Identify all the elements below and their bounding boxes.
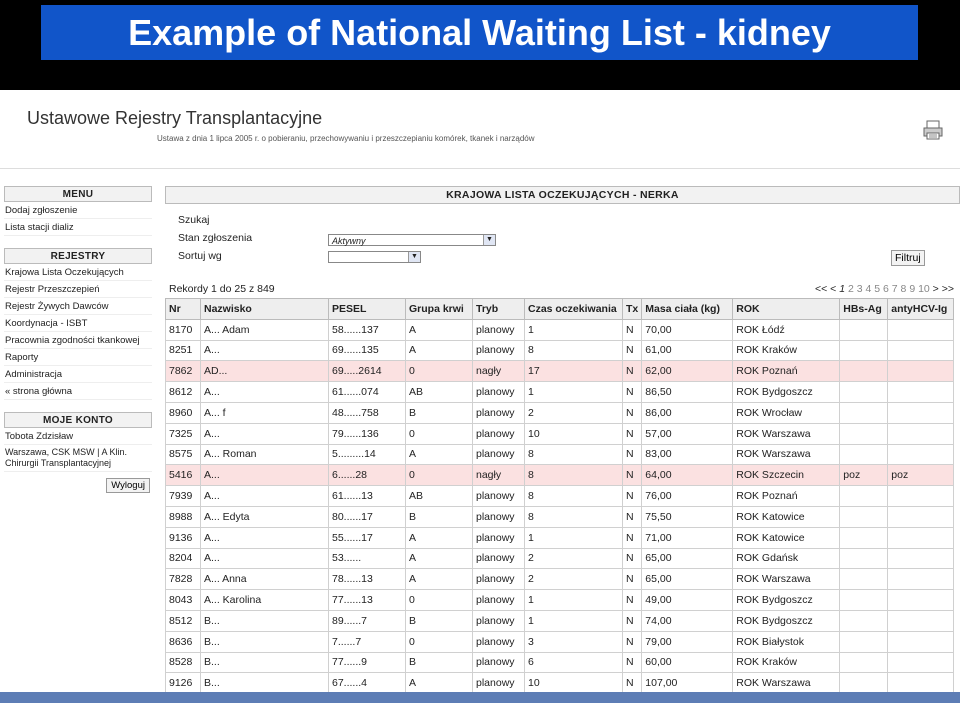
cell-mass: 107,00 — [642, 673, 733, 692]
table-row[interactable] — [166, 465, 954, 486]
cell-nr: 7939 — [166, 486, 201, 507]
cell-tx: N — [623, 486, 642, 507]
cell-tx: N — [623, 402, 642, 423]
cell-name: A... — [201, 486, 329, 507]
cell-pesel: 78......13 — [329, 569, 406, 590]
cell-pesel: 77......13 — [329, 590, 406, 611]
cell-hcv — [888, 402, 954, 423]
cell-name: A... — [201, 340, 329, 361]
cell-mode: planowy — [473, 319, 525, 340]
cell-mode: nagły — [473, 361, 525, 382]
cell-tx: N — [623, 631, 642, 652]
table-header-row — [166, 299, 954, 320]
cell-tx: N — [623, 465, 642, 486]
cell-nr: 8043 — [166, 590, 201, 611]
cell-mass: 86,50 — [642, 382, 733, 403]
cell-hbs — [840, 652, 888, 673]
cell-tx: N — [623, 673, 642, 692]
cell-blood: B — [406, 506, 473, 527]
app-page — [0, 90, 960, 692]
table-row[interactable] — [166, 340, 954, 361]
sort-select[interactable] — [328, 251, 421, 263]
cell-nr: 8512 — [166, 610, 201, 631]
table-row[interactable] — [166, 402, 954, 423]
cell-blood: B — [406, 610, 473, 631]
column-header[interactable]: Czas oczekiwania — [525, 299, 623, 320]
cell-hcv — [888, 486, 954, 507]
cell-nr: 8528 — [166, 652, 201, 673]
list-header: KRAJOWA LISTA OCZEKUJĄCYCH - NERKA — [165, 186, 960, 204]
status-label: Stan zgłoszenia — [178, 232, 253, 244]
cell-hbs — [840, 423, 888, 444]
cell-mass: 61,00 — [642, 340, 733, 361]
cell-hcv — [888, 652, 954, 673]
cell-blood: A — [406, 444, 473, 465]
chevron-down-icon: ▼ — [483, 235, 495, 245]
cell-rok: ROK Poznań — [733, 486, 840, 507]
account-name: Tobota Zdzisław — [4, 428, 152, 445]
cell-pesel: 55......17 — [329, 527, 406, 548]
cell-wait: 1 — [525, 382, 623, 403]
cell-name: B... — [201, 631, 329, 652]
menu-item-0[interactable]: Dodaj zgłoszenie — [4, 202, 152, 219]
search-label: Szukaj — [178, 214, 210, 226]
cell-nr: 7325 — [166, 423, 201, 444]
cell-rok: ROK Kraków — [733, 652, 840, 673]
account-org: Warszawa, CSK MSW | A Klin. Chirurgii Transplantacyjnej — [4, 445, 152, 472]
cell-nr: 5416 — [166, 465, 201, 486]
cell-tx: N — [623, 444, 642, 465]
cell-pesel: 80......17 — [329, 506, 406, 527]
column-header[interactable]: Tx — [623, 299, 642, 320]
cell-rok: ROK Bydgoszcz — [733, 382, 840, 403]
filter-button[interactable]: Filtruj — [891, 250, 925, 266]
cell-nr: 8251 — [166, 340, 201, 361]
cell-hbs — [840, 673, 888, 692]
app-subtitle: Ustawa z dnia 1 lipca 2005 r. o pobieraniu, przechowywaniu i przeszczepianiu komórek, tkanek i narządów — [157, 134, 535, 143]
cell-blood: 0 — [406, 361, 473, 382]
cell-mass: 64,00 — [642, 465, 733, 486]
register-item-2[interactable]: Rejestr Żywych Dawców — [4, 298, 152, 315]
cell-nr: 7862 — [166, 361, 201, 382]
cell-mass: 74,00 — [642, 610, 733, 631]
cell-hcv — [888, 631, 954, 652]
cell-rok: ROK Poznań — [733, 361, 840, 382]
cell-hcv — [888, 361, 954, 382]
cell-pesel: 69.....2614 — [329, 361, 406, 382]
cell-name: B... — [201, 610, 329, 631]
cell-blood: A — [406, 527, 473, 548]
register-item-0[interactable]: Krajowa Lista Oczekujących — [4, 264, 152, 281]
cell-pesel: 58......137 — [329, 319, 406, 340]
cell-wait: 2 — [525, 402, 623, 423]
table-row[interactable] — [166, 610, 954, 631]
cell-nr: 8170 — [166, 319, 201, 340]
cell-blood: AB — [406, 382, 473, 403]
cell-tx: N — [623, 569, 642, 590]
cell-pesel: 79......136 — [329, 423, 406, 444]
table-row[interactable] — [166, 590, 954, 611]
sidebar — [4, 186, 152, 493]
pager-next[interactable]: > >> — [932, 283, 954, 295]
cell-tx: N — [623, 340, 642, 361]
cell-mode: planowy — [473, 590, 525, 611]
pagination — [815, 283, 954, 295]
cell-rok: ROK Szczecin — [733, 465, 840, 486]
cell-pesel: 89......7 — [329, 610, 406, 631]
cell-nr: 8612 — [166, 382, 201, 403]
cell-hcv — [888, 423, 954, 444]
cell-nr: 8960 — [166, 402, 201, 423]
table-row[interactable] — [166, 506, 954, 527]
cell-mode: planowy — [473, 527, 525, 548]
cell-name: A... — [201, 423, 329, 444]
cell-pesel: 69......135 — [329, 340, 406, 361]
table-row[interactable] — [166, 486, 954, 507]
records-count: Rekordy 1 do 25 z 849 — [169, 283, 275, 295]
status-select-value: Aktywny — [332, 236, 366, 246]
cell-mode: nagły — [473, 465, 525, 486]
cell-pesel: 48......758 — [329, 402, 406, 423]
cell-hbs — [840, 319, 888, 340]
cell-mode: planowy — [473, 444, 525, 465]
cell-rok: ROK Białystok — [733, 631, 840, 652]
register-item-1[interactable]: Rejestr Przeszczepień — [4, 281, 152, 298]
cell-mode: planowy — [473, 610, 525, 631]
registers-title: REJESTRY — [4, 248, 152, 264]
cell-hbs: poz — [840, 465, 888, 486]
header-divider — [0, 168, 960, 169]
cell-mass: 49,00 — [642, 590, 733, 611]
cell-wait: 1 — [525, 590, 623, 611]
column-header[interactable]: Grupa krwi — [406, 299, 473, 320]
cell-blood: A — [406, 569, 473, 590]
cell-name: A... Edyta — [201, 506, 329, 527]
table-row[interactable] — [166, 548, 954, 569]
cell-blood: 0 — [406, 465, 473, 486]
cell-blood: A — [406, 340, 473, 361]
cell-mode: planowy — [473, 569, 525, 590]
cell-pesel: 67......4 — [329, 673, 406, 692]
cell-rok: ROK Warszawa — [733, 569, 840, 590]
cell-name: A... — [201, 465, 329, 486]
cell-nr: 8636 — [166, 631, 201, 652]
cell-hcv: poz — [888, 465, 954, 486]
cell-mode: planowy — [473, 402, 525, 423]
pager-prev[interactable]: << < — [815, 283, 837, 295]
cell-nr: 9126 — [166, 673, 201, 692]
cell-mass: 75,50 — [642, 506, 733, 527]
cell-rok: ROK Wrocław — [733, 402, 840, 423]
cell-name: B... — [201, 652, 329, 673]
cell-tx: N — [623, 652, 642, 673]
cell-wait: 10 — [525, 423, 623, 444]
cell-mass: 83,00 — [642, 444, 733, 465]
cell-rok: ROK Bydgoszcz — [733, 610, 840, 631]
cell-tx: N — [623, 319, 642, 340]
cell-hbs — [840, 548, 888, 569]
cell-name: A... Adam — [201, 319, 329, 340]
column-header[interactable]: Tryb — [473, 299, 525, 320]
cell-nr: 9136 — [166, 527, 201, 548]
cell-nr: 7828 — [166, 569, 201, 590]
table-row[interactable] — [166, 382, 954, 403]
cell-pesel: 5.........14 — [329, 444, 406, 465]
table-row[interactable] — [166, 631, 954, 652]
table-body — [166, 319, 954, 692]
column-header[interactable]: antyHCV-Ig — [888, 299, 954, 320]
cell-tx: N — [623, 506, 642, 527]
cell-mode: planowy — [473, 631, 525, 652]
cell-mass: 71,00 — [642, 527, 733, 548]
menu-title: MENU — [4, 186, 152, 202]
account-title: MOJE KONTO — [4, 412, 152, 428]
cell-tx: N — [623, 548, 642, 569]
register-item-5[interactable]: Raporty — [4, 349, 152, 366]
cell-tx: N — [623, 610, 642, 631]
cell-mode: planowy — [473, 382, 525, 403]
register-item-3[interactable]: Koordynacja - ISBT — [4, 315, 152, 332]
cell-name: A... — [201, 382, 329, 403]
cell-wait: 8 — [525, 444, 623, 465]
cell-hbs — [840, 444, 888, 465]
column-header[interactable]: Masa ciała (kg) — [642, 299, 733, 320]
cell-hbs — [840, 382, 888, 403]
cell-hbs — [840, 590, 888, 611]
cell-hcv — [888, 569, 954, 590]
cell-name: A... Anna — [201, 569, 329, 590]
cell-blood: AB — [406, 486, 473, 507]
table-row[interactable] — [166, 444, 954, 465]
cell-rok: ROK Warszawa — [733, 423, 840, 444]
cell-name: A... f — [201, 402, 329, 423]
cell-wait: 10 — [525, 673, 623, 692]
cell-wait: 8 — [525, 465, 623, 486]
table-row[interactable] — [166, 319, 954, 340]
cell-nr: 8204 — [166, 548, 201, 569]
cell-wait: 3 — [525, 631, 623, 652]
cell-hbs — [840, 402, 888, 423]
register-item-6[interactable]: Administracja — [4, 366, 152, 383]
cell-name: A... — [201, 548, 329, 569]
cell-rok: ROK Gdańsk — [733, 548, 840, 569]
cell-mode: planowy — [473, 486, 525, 507]
slide-bottom-bar — [0, 692, 960, 703]
cell-tx: N — [623, 590, 642, 611]
table-row[interactable] — [166, 652, 954, 673]
cell-mass: 86,00 — [642, 402, 733, 423]
cell-tx: N — [623, 423, 642, 444]
cell-mass: 76,00 — [642, 486, 733, 507]
cell-mass: 62,00 — [642, 361, 733, 382]
cell-hcv — [888, 444, 954, 465]
register-item-4[interactable]: Pracownia zgodności tkankowej — [4, 332, 152, 349]
column-header[interactable]: ROK — [733, 299, 840, 320]
cell-hbs — [840, 340, 888, 361]
chevron-down-icon: ▼ — [408, 252, 420, 262]
cell-rok: ROK Bydgoszcz — [733, 590, 840, 611]
cell-hcv — [888, 590, 954, 611]
cell-nr: 8988 — [166, 506, 201, 527]
registers-list — [4, 264, 152, 400]
cell-pesel: 7......7 — [329, 631, 406, 652]
column-header[interactable]: PESEL — [329, 299, 406, 320]
cell-mass: 70,00 — [642, 319, 733, 340]
cell-hbs — [840, 486, 888, 507]
cell-rok: ROK Warszawa — [733, 673, 840, 692]
cell-hcv — [888, 548, 954, 569]
cell-wait: 2 — [525, 548, 623, 569]
cell-tx: N — [623, 361, 642, 382]
cell-mass: 65,00 — [642, 548, 733, 569]
cell-blood: A — [406, 548, 473, 569]
cell-wait: 1 — [525, 319, 623, 340]
cell-hbs — [840, 361, 888, 382]
cell-hbs — [840, 631, 888, 652]
cell-wait: 1 — [525, 610, 623, 631]
cell-blood: 0 — [406, 423, 473, 444]
cell-wait: 6 — [525, 652, 623, 673]
menu-list — [4, 202, 152, 236]
cell-rok: ROK Warszawa — [733, 444, 840, 465]
cell-nr: 8575 — [166, 444, 201, 465]
cell-mass: 60,00 — [642, 652, 733, 673]
cell-pesel: 53...... — [329, 548, 406, 569]
cell-mode: planowy — [473, 423, 525, 444]
cell-hcv — [888, 340, 954, 361]
cell-rok: ROK Katowice — [733, 506, 840, 527]
cell-pesel: 6......28 — [329, 465, 406, 486]
column-header[interactable]: HBs-Ag — [840, 299, 888, 320]
cell-hcv — [888, 527, 954, 548]
cell-hbs — [840, 527, 888, 548]
app-title: Ustawowe Rejestry Transplantacyjne — [27, 108, 323, 128]
cell-hbs — [840, 569, 888, 590]
cell-name: A... Roman — [201, 444, 329, 465]
cell-hcv — [888, 506, 954, 527]
cell-wait: 8 — [525, 340, 623, 361]
cell-pesel: 61......074 — [329, 382, 406, 403]
logout-button[interactable]: Wyloguj — [106, 478, 150, 493]
cell-blood: 0 — [406, 590, 473, 611]
table-row[interactable] — [166, 673, 954, 692]
cell-mode: planowy — [473, 340, 525, 361]
cell-mass: 57,00 — [642, 423, 733, 444]
cell-hcv — [888, 382, 954, 403]
cell-hcv — [888, 673, 954, 692]
cell-tx: N — [623, 382, 642, 403]
cell-blood: A — [406, 673, 473, 692]
slide-title: Example of National Waiting List - kidney — [41, 5, 918, 60]
cell-hcv — [888, 319, 954, 340]
cell-name: A... Karolina — [201, 590, 329, 611]
cell-blood: 0 — [406, 631, 473, 652]
printer-icon[interactable] — [922, 119, 944, 141]
cell-blood: B — [406, 652, 473, 673]
menu-item-1[interactable]: Lista stacji dializ — [4, 219, 152, 236]
cell-wait: 17 — [525, 361, 623, 382]
cell-rok: ROK Katowice — [733, 527, 840, 548]
cell-mode: planowy — [473, 673, 525, 692]
cell-pesel: 61......13 — [329, 486, 406, 507]
main-panel — [165, 186, 960, 690]
sort-label: Sortuj wg — [178, 250, 222, 262]
cell-rok: ROK Kraków — [733, 340, 840, 361]
cell-mode: planowy — [473, 506, 525, 527]
cell-hcv — [888, 610, 954, 631]
column-header[interactable]: Nr — [166, 299, 201, 320]
cell-hbs — [840, 610, 888, 631]
waiting-list-table — [165, 298, 954, 692]
table-row[interactable] — [166, 569, 954, 590]
cell-mass: 65,00 — [642, 569, 733, 590]
cell-hbs — [840, 506, 888, 527]
cell-rok: ROK Łódź — [733, 319, 840, 340]
table-row[interactable] — [166, 361, 954, 382]
cell-blood: A — [406, 319, 473, 340]
cell-blood: B — [406, 402, 473, 423]
table-row[interactable] — [166, 527, 954, 548]
table-row[interactable] — [166, 423, 954, 444]
cell-tx: N — [623, 527, 642, 548]
cell-pesel: 77......9 — [329, 652, 406, 673]
status-select[interactable] — [328, 234, 496, 246]
column-header[interactable]: Nazwisko — [201, 299, 329, 320]
cell-mass: 79,00 — [642, 631, 733, 652]
pager-pages[interactable]: 2 3 4 5 6 7 8 9 10 — [848, 283, 930, 295]
cell-wait: 2 — [525, 569, 623, 590]
register-item-7[interactable]: « strona główna — [4, 383, 152, 400]
cell-name: B... — [201, 673, 329, 692]
cell-name: A... — [201, 527, 329, 548]
cell-mode: planowy — [473, 652, 525, 673]
pager-current: 1 — [839, 283, 846, 295]
cell-mode: planowy — [473, 548, 525, 569]
cell-wait: 1 — [525, 527, 623, 548]
cell-wait: 8 — [525, 486, 623, 507]
cell-wait: 8 — [525, 506, 623, 527]
cell-name: AD... — [201, 361, 329, 382]
